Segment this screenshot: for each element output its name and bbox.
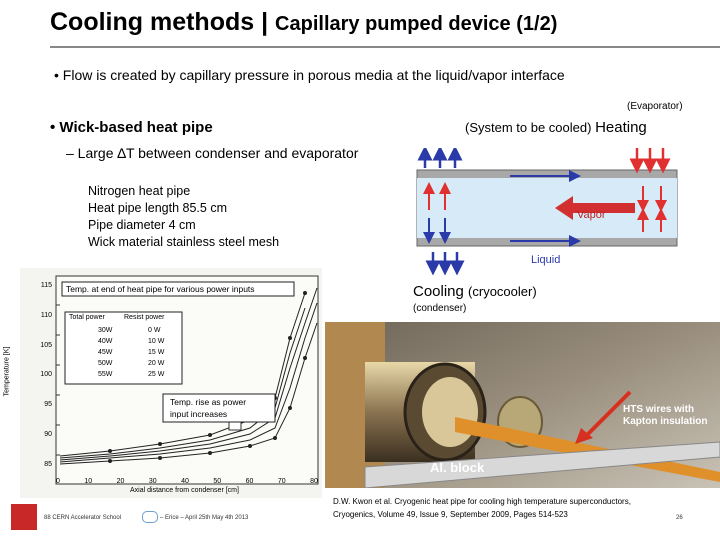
legend-resist-value: 10 W — [148, 338, 165, 345]
legend-resist-values — [148, 325, 164, 380]
legend-resist-value: 20 W — [148, 360, 165, 367]
x-tick-label: 20 — [116, 478, 125, 485]
bullet-delta-t: – Large ∆T between condenser and evaporator — [66, 145, 359, 161]
cas-logo — [142, 511, 158, 523]
legend-total-values — [98, 325, 112, 380]
pipe-specs — [88, 183, 279, 251]
reference-citation: D.W. Kwon et al. Cryogenic heat pipe for cooling high temperature superconductors, Cryogenics, Volume 49, Issue 9, September 2009, Pages 514-523 — [333, 497, 631, 519]
x-tick-label: 70 — [277, 478, 286, 485]
title-sub: Capillary pumped device (1/2) — [275, 13, 558, 35]
x-tick-label: 40 — [181, 478, 189, 485]
x-tick-label: 50 — [213, 478, 222, 485]
liquid-label: Liquid — [531, 254, 561, 266]
temperature-graph — [3, 268, 322, 498]
bullet-wick: • Wick-based heat pipe — [50, 119, 213, 136]
footer-right: – Erice – April 25th May 4th 2013 — [160, 515, 249, 521]
legend-resist-value: 25 W — [148, 371, 165, 378]
legend-resist-header: Resist power — [124, 314, 165, 321]
system-label: (System to be cooled) — [465, 120, 596, 135]
y-tick-label: 105 — [40, 341, 52, 349]
graph-note: Temp. rise as power input increases — [170, 397, 247, 419]
graph-svg — [20, 268, 322, 498]
condenser-label: (condenser) — [413, 303, 467, 314]
pipe-inner — [417, 178, 677, 238]
legend-total-value: 45W — [98, 349, 113, 356]
title-main: Cooling methods | — [50, 8, 276, 36]
condenser-top-arrows — [425, 153, 455, 168]
footer-left: 88 CERN Accelerator School — [44, 515, 122, 521]
legend-resist-value: 15 W — [148, 349, 165, 356]
page-number: 26 — [676, 515, 683, 521]
y-tick-label: 100 — [40, 371, 52, 379]
tube-opening — [422, 377, 478, 447]
evaporator-top-arrows — [637, 148, 663, 166]
x-tick-label: 0 — [56, 478, 60, 485]
cryocooler-label: (cryocooler) — [468, 284, 537, 299]
legend-total-value: 50W — [98, 360, 113, 367]
spec-line: Heat pipe length 85.5 cm — [88, 201, 227, 215]
y-tick-label: 90 — [44, 430, 52, 438]
heating-word: Heating — [595, 119, 647, 136]
spec-line: Nitrogen heat pipe — [88, 184, 191, 198]
x-tick-label: 30 — [148, 478, 157, 485]
condenser-bottom-arrows — [433, 252, 457, 268]
y-tick-label: 85 — [44, 460, 52, 468]
legend-total-value: 55W — [98, 371, 113, 378]
cea-logo — [11, 504, 37, 530]
y-tick-label: 110 — [40, 311, 52, 319]
graph-xlabel: Axial distance from condenser [cm] — [130, 487, 239, 494]
y-tick-labels — [34, 271, 52, 480]
graph-ylabel: Temperature [K] — [3, 346, 11, 397]
legend-total-value: 30W — [98, 327, 113, 334]
al-block-photo-label: Al. block — [430, 460, 485, 475]
graph-box-title: Temp. at end of heat pipe for various power inputs — [66, 284, 255, 294]
title-divider — [50, 46, 720, 48]
x-tick-label: 80 — [310, 478, 318, 485]
hts-photo-label: HTS wires with Kapton insulation — [623, 404, 708, 427]
cooling-word: Cooling — [413, 283, 469, 300]
legend-total-header: Total power — [69, 314, 105, 321]
y-tick-label: 95 — [44, 401, 52, 409]
vapor-label: Vapor — [577, 209, 606, 221]
y-tick-label: 115 — [40, 282, 52, 289]
x-tick-labels — [56, 478, 318, 485]
cooling-label — [413, 283, 537, 301]
heating-label — [465, 119, 647, 137]
spec-line: Pipe diameter 4 cm — [88, 218, 196, 232]
x-tick-label: 10 — [84, 478, 93, 485]
x-tick-label: 60 — [245, 478, 254, 485]
legend-resist-value: 0 W — [148, 327, 161, 334]
spec-line: Wick material stainless steel mesh — [88, 235, 280, 249]
legend-total-value: 40W — [98, 338, 113, 345]
evaporator-label: (Evaporator) — [627, 101, 683, 112]
legend-box — [65, 312, 182, 384]
bullet-flow: • Flow is created by capillary pressure in porous media at the liquid/vapor interface — [54, 67, 565, 83]
page-title — [50, 8, 557, 37]
